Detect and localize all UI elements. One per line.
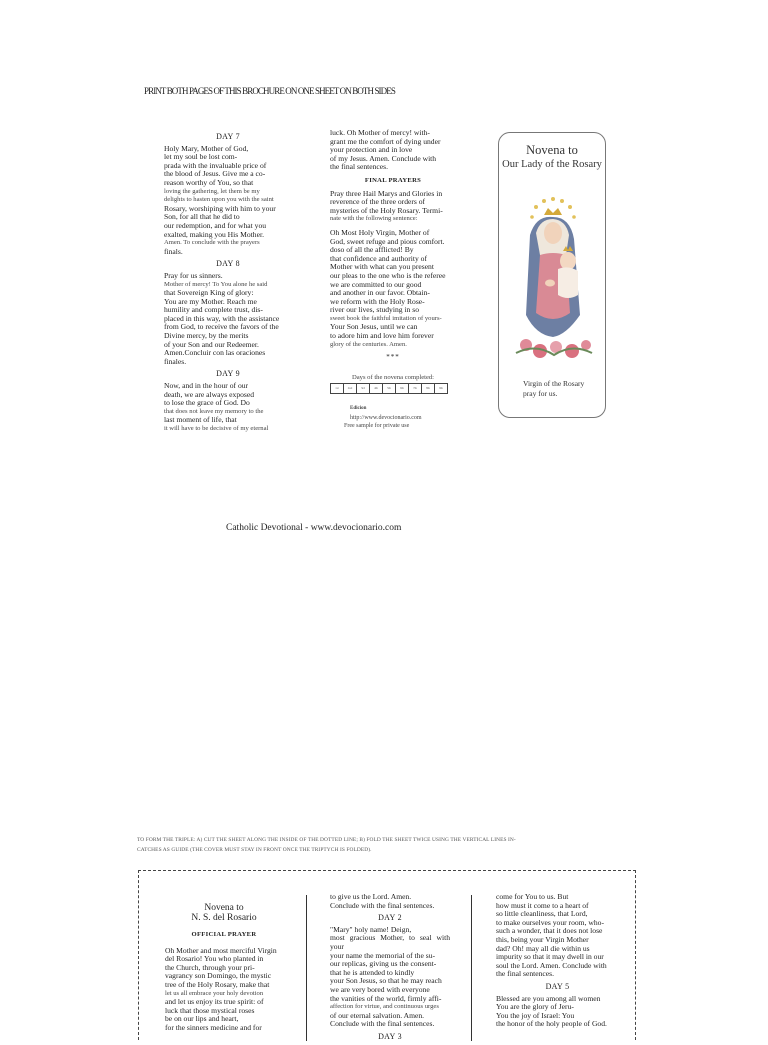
fold-instructions (137, 836, 637, 855)
text-line: your Son Jesus, so that he may reach (330, 976, 442, 986)
text-line: luck. Oh Mother of mercy! with- (330, 128, 430, 137)
text-line: affection for virtue, and continuous urges (330, 1003, 439, 1011)
text-line: Rosary, worshiping with him to your (164, 203, 276, 213)
brochure-column-2 (330, 129, 456, 431)
text-line: finales. (164, 356, 187, 366)
text-line: this, being your Virgin Mother (496, 934, 589, 944)
day-completed-cell: 4th (370, 384, 383, 394)
virgin-of-rosary-image (506, 195, 600, 363)
page2-day-2-title: DAY 2 (378, 913, 402, 923)
text-line: from God, to receive the favors of the (164, 322, 279, 332)
day-completed-cell: 9th (435, 384, 448, 394)
brochure-column-1 (164, 129, 292, 434)
text-line: to lose the grace of God. Do (164, 398, 250, 408)
fold-instructions-line-2: CATCHES AS GUIDE (THE COVER MUST STAY IN FRONT ONCE THE TRIPTYCH IS FOLDED). (137, 846, 372, 853)
text-line: so little cleanliness, that Lord, (496, 909, 588, 919)
text-line: be on our lips and heart, (165, 1014, 239, 1024)
text-line: Pray for us sinners. (164, 270, 223, 280)
text-line: most gracious Mother, to seal with your (330, 933, 450, 951)
day-completed-cell: 5th (383, 384, 396, 394)
text-line: Son, for all that he did to (164, 212, 240, 222)
page2-column-1 (165, 903, 283, 1033)
final-prayers-text (330, 190, 456, 224)
day-completed-cell: 6th (396, 384, 409, 394)
text-line: luck that those mystical roses (165, 1005, 255, 1015)
cover-caption-line-2: pray for us. (523, 388, 558, 398)
print-instructions: PRINT BOTH PAGES OF THIS BROCHURE ON ONE SHEET ON BOTH SIDES (144, 86, 395, 96)
text-line: the vanities of the world, firmly affi- (330, 993, 442, 1003)
page2-day-2-text (330, 926, 450, 1029)
text-line: exalted, making you His Mother. (164, 229, 264, 239)
text-line: your protection and in love (330, 145, 413, 155)
site-url: http://www.devocionario.com (350, 414, 422, 421)
text-line: our pleas to the one who is the referee (330, 270, 446, 280)
fold-instructions-line-1: TO FORM THE TRIPLE: A) CUT THE SHEET ALONG THE INSIDE OF THE DOTTED LINE; B) FOLD THE SHEET TWICE USING THE VERTICAL LINES IN- (137, 837, 516, 843)
text-line: tree of the Holy Rosary, make that (165, 979, 270, 989)
day-9-title: DAY 9 (216, 369, 240, 379)
text-line: "Mary" holy name! Deign, (330, 924, 412, 934)
page2-column-2 (330, 893, 450, 1045)
text-line: sweet book the faithful imitation of yours- (330, 314, 442, 322)
text-line: Divine mercy, by the merits (164, 331, 249, 341)
text-line: reason worthy of You, so that (164, 177, 254, 187)
text-line: reverence of the three orders of (330, 197, 426, 207)
text-line: that Sovereign King of glory: (164, 288, 254, 298)
text-line: that does not leave my memory to the (164, 407, 264, 415)
text-line: come for You to us. But (496, 892, 569, 901)
day-completed-cell: 8th (422, 384, 435, 394)
days-completed-table (330, 383, 448, 394)
text-line: of your Son and our Redeemer. (164, 339, 259, 349)
text-line: such a wonder, that it does not lose (496, 926, 603, 936)
text-line: You are my Mother. Reach me (164, 296, 257, 306)
edition-label: Edicion (350, 406, 367, 412)
text-line: placed in this way, with the assistance (164, 313, 280, 323)
page2-column-3 (496, 893, 619, 1029)
text-line: the final sentences. (330, 162, 388, 172)
text-line: to give us the Lord. Amen. (330, 892, 412, 901)
fold-line-2 (471, 895, 472, 1041)
text-line: Oh Mother and most merciful Virgin (165, 945, 277, 955)
text-line: Mother with what can you present (330, 262, 434, 272)
text-line: for the sinners medicine and for (165, 1022, 262, 1032)
text-line: You are the glory of Jeru- (496, 1002, 574, 1012)
cut-line-box (138, 870, 636, 1040)
page2-novena-title: Novena to (204, 903, 244, 913)
text-line: to adore him and love him forever (330, 331, 434, 341)
text-line: Amen. To conclude with the prayers (164, 239, 260, 247)
text-line: and another in our favor. Obtain- (330, 288, 430, 298)
text-line: Conclude with the final sentences. (330, 1019, 435, 1029)
text-line: delights to hasten upon you with the saint (164, 196, 274, 204)
brochure-cover (498, 132, 606, 418)
text-line: prada with the invaluable price of (164, 160, 267, 170)
text-line: of my Jesus. Amen. Conclude with (330, 153, 437, 163)
text-line: we reform with the Holy Rose- (330, 296, 425, 306)
text-line: mysteries of the Holy Rosary. Termi- (330, 205, 443, 215)
text-line: let us all embrace your holy devotion (165, 989, 264, 997)
day-completed-cell: 7th (409, 384, 422, 394)
free-sample-note: Free sample for private use (344, 423, 410, 430)
day-7-text (164, 145, 292, 257)
text-line: Holy Mary, Mother of God, (164, 143, 249, 153)
text-line: of our eternal salvation. Amen. (330, 1010, 425, 1020)
final-prayers-title: FINAL PRAYERS (364, 176, 422, 184)
day-8-title: DAY 8 (216, 259, 240, 269)
text-line: humility and complete trust, dis- (164, 305, 263, 315)
day-completed-cell: 2nd (344, 384, 357, 394)
text-line: let my soul be lost com- (164, 152, 238, 162)
page2-day-5-title: DAY 5 (545, 981, 570, 991)
official-prayer-text (165, 947, 283, 1033)
day-completed-cell: 3rd (357, 384, 370, 394)
text-line: death, we are always exposed (164, 389, 255, 399)
page2-column-3-intro (496, 893, 619, 979)
text-line: del Rosario! You who planted in (165, 954, 264, 964)
text-line: to make ourselves your room, who- (496, 917, 604, 927)
text-line: nate with the following sentence: (330, 215, 418, 223)
page2-day-3-title: DAY 3 (378, 1031, 402, 1041)
text-line: Oh Most Holy Virgin, Mother of (330, 227, 430, 237)
text-line: dad? Oh! may all die within us (496, 943, 590, 953)
day-7-title: DAY 7 (216, 132, 240, 141)
stars-separator: *** (386, 353, 400, 362)
text-line: and let us enjoy its true spirit: of (165, 997, 264, 1007)
text-line: the blood of Jesus. Give me a co- (164, 169, 266, 179)
text-line: river our lives, studying in so (330, 305, 420, 315)
text-line: your name the memorial of the su- (330, 950, 436, 960)
text-line: we are committed to our good (330, 279, 422, 289)
day-9-text (164, 382, 292, 434)
day-8-text (164, 272, 292, 367)
text-line: the honor of the holy people of God. (496, 1019, 607, 1029)
text-line: the Church, through your pri- (165, 962, 255, 972)
text-line: doso of all the afflicted! By (330, 245, 414, 255)
days-completed-label: Days of the novena completed: (351, 373, 435, 381)
page2-novena-subtitle: N. S. del Rosario (191, 913, 257, 923)
text-line: our replicas, giving us the consent- (330, 959, 437, 969)
cover-subtitle: Our Lady of the Rosary (502, 159, 602, 170)
text-line: Blessed are you among all women (496, 993, 601, 1003)
text-line: Your Son Jesus, until we can (330, 322, 418, 332)
page2-column-2-intro (330, 893, 450, 910)
cover-caption (523, 379, 584, 398)
day-completed-cell: 1st (331, 384, 344, 394)
cover-title: Novena to (526, 143, 578, 157)
text-line: finals. (164, 246, 183, 256)
text-line: Pray three Hail Marys and Glories in (330, 188, 443, 198)
text-line: our redemption, and for what you (164, 220, 267, 230)
text-line: Now, and in the hour of our (164, 381, 249, 391)
text-line: Mother of mercy! To You alone he said (164, 280, 268, 288)
cover-caption-line-1: Virgin of the Rosary (523, 379, 585, 388)
text-line: we are very bored with everyone (330, 984, 430, 994)
column-2-intro-text (330, 129, 456, 172)
text-line: it will have to be decisive of my eternal (164, 425, 269, 432)
text-line: God, sweet refuge and pious comfort. (330, 236, 445, 246)
text-line: that confidence and authority of (330, 253, 427, 263)
text-line: the final sentences. (496, 969, 554, 979)
text-line: Amen.Concluir con las oraciones (164, 348, 266, 358)
fold-line-1 (306, 895, 307, 1041)
official-prayer-title: OFFICIAL PRAYER (191, 931, 257, 938)
text-line: last moment of life, that (164, 415, 237, 425)
final-prayer-body (330, 229, 456, 349)
text-line: You the joy of Israel: You (496, 1010, 575, 1020)
text-line: impurity so that it may dwell in our (496, 952, 604, 962)
catholic-devotional-footer: Catholic Devotional - www.devocionario.com (226, 523, 402, 533)
text-line: how must it come to a heart of (496, 900, 589, 910)
text-line: loving the gathering, let them be my (164, 187, 260, 195)
text-line: that he is attended to kindly (330, 967, 415, 977)
text-line: Conclude with the final sentences. (330, 900, 435, 910)
text-line: glory of the centuries. Amen. (330, 340, 407, 348)
text-line: grant me the comfort of dying under (330, 136, 441, 146)
text-line: soul the Lord. Amen. Conclude with (496, 960, 607, 970)
text-line: vagrancy son Domingo, the mystic (165, 971, 272, 981)
